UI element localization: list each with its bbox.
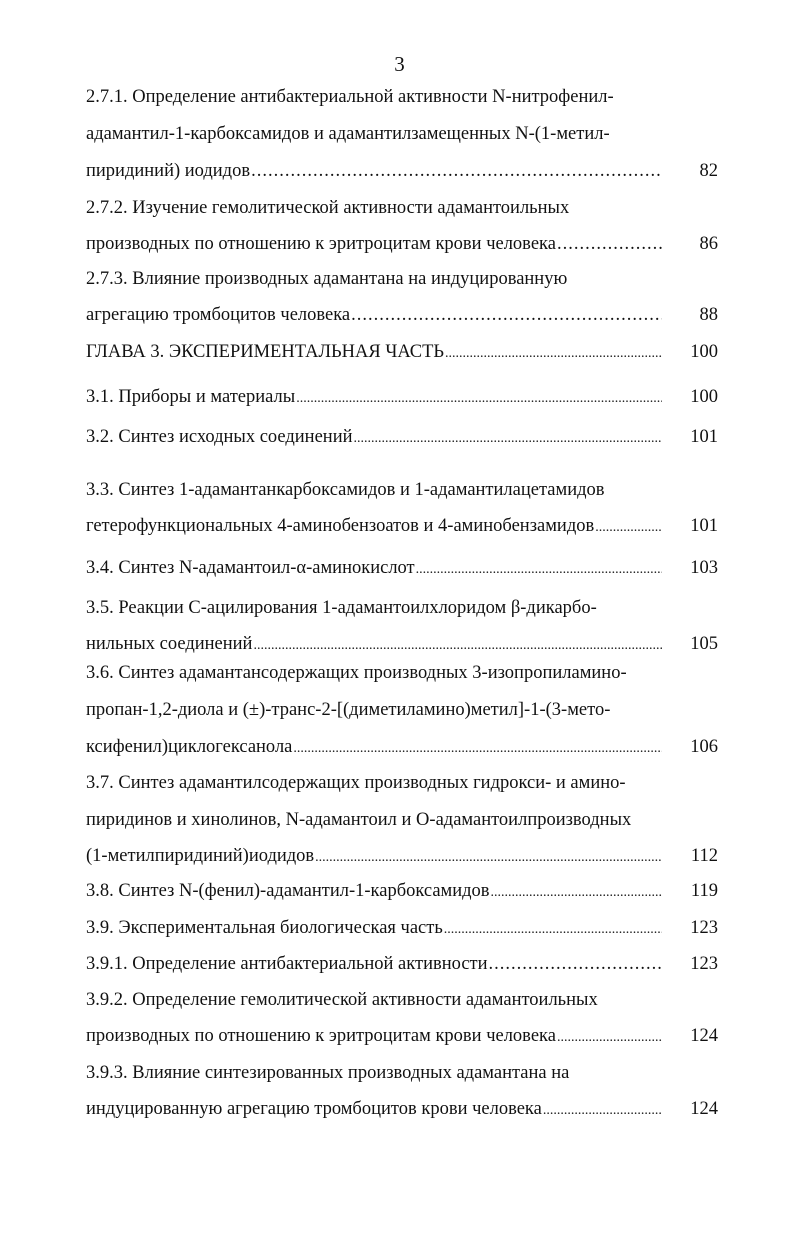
- dot-leader: [445, 340, 662, 368]
- dot-leader: [595, 514, 662, 542]
- toc-page-number: 86: [699, 234, 718, 254]
- toc-text: 3.2. Синтез исходных соединений: [86, 427, 353, 447]
- toc-line: [86, 659, 718, 687]
- dot-leader: [491, 879, 662, 907]
- toc-text: 3.9.3. Влияние синтезированных производных адамантана на: [86, 1063, 570, 1083]
- toc-text: производных по отношению к эритроцитам крови человека: [86, 234, 556, 254]
- toc-page-number: 124: [690, 1099, 718, 1119]
- toc-line: [86, 265, 718, 293]
- toc-line: [86, 630, 718, 658]
- toc-page-number: 123: [690, 954, 718, 974]
- toc-line: [86, 157, 718, 185]
- dot-leader: [416, 556, 662, 584]
- toc-text: гетерофункциональных 4-аминобензоатов и 4-аминобензамидов: [86, 516, 595, 536]
- toc-page-number: 101: [690, 427, 718, 447]
- dot-leader: [293, 735, 662, 763]
- toc-text: 3.6. Синтез адамантансодержащих производных 3-изопропиламино-: [86, 663, 627, 683]
- toc-line: [86, 914, 718, 942]
- toc-line: [86, 986, 718, 1014]
- toc-page-number: 101: [690, 516, 718, 536]
- toc-text: пропан-1,2-диола и (±)-транс-2-[(диметиламино)метил]-1-(3-мето-: [86, 700, 611, 720]
- toc-line: [86, 594, 718, 622]
- toc-line: [86, 338, 718, 366]
- toc-line: [86, 1059, 718, 1087]
- toc-text: агрегацию тромбоцитов человека: [86, 305, 351, 325]
- toc-line: [86, 423, 718, 451]
- toc-text: 2.7.2. Изучение гемолитической активности адамантоильных: [86, 198, 570, 218]
- dot-leader: [543, 1097, 662, 1125]
- toc-text: ГЛАВА 3. ЭКСПЕРИМЕНТАЛЬНАЯ ЧАСТЬ: [86, 342, 445, 362]
- toc-text: 2.7.1. Определение антибактериальной активности N-нитрофенил-: [86, 87, 614, 107]
- toc-line: [86, 120, 718, 148]
- toc-line: [86, 512, 718, 540]
- toc-text: производных по отношению к эритроцитам крови человека: [86, 1026, 556, 1046]
- toc-page-number: 100: [690, 387, 718, 407]
- dot-leader: [351, 301, 662, 329]
- toc-line: [86, 1022, 718, 1050]
- toc-page-number: 112: [690, 846, 718, 866]
- toc-text: 2.7.3. Влияние производных адамантана на индуцированную: [86, 269, 568, 289]
- toc-text: пиридиний) иодидов: [86, 161, 251, 181]
- dot-leader: [354, 425, 663, 453]
- toc-page-number: 88: [699, 305, 718, 325]
- toc-line: [86, 383, 718, 411]
- toc-line: [86, 1095, 718, 1123]
- toc-text: адамантил-1-карбоксамидов и адамантилзамещенных N-(1-метил-: [86, 124, 610, 144]
- dot-leader: [296, 385, 662, 413]
- toc-page-number: 82: [699, 161, 718, 181]
- toc-line: [86, 842, 718, 870]
- toc-page-number: 106: [690, 737, 718, 757]
- toc-line: [86, 83, 718, 111]
- toc-text: 3.9.1. Определение антибактериальной активности: [86, 954, 488, 974]
- toc-line: [86, 554, 718, 582]
- toc-text: 3.4. Синтез N-адамантоил-α-аминокислот: [86, 558, 415, 578]
- toc-line: [86, 769, 718, 797]
- toc-page-number: 124: [690, 1026, 718, 1046]
- toc-text: нильных соединений: [86, 634, 253, 654]
- dot-leader: [315, 844, 662, 872]
- toc-line: [86, 230, 718, 258]
- toc-text: пиридинов и хинолинов, N-адамантоил и О-адамантоилпроизводных: [86, 810, 632, 830]
- page-number: 3: [394, 52, 405, 76]
- dot-leader: [489, 950, 662, 978]
- toc-page-number: 100: [690, 342, 718, 362]
- toc-text: 3.1. Приборы и материалы: [86, 387, 296, 407]
- toc-page-number: 103: [690, 558, 718, 578]
- toc-text: 3.3. Синтез 1-адамантанкарбоксамидов и 1-адамантилацетамидов: [86, 480, 605, 500]
- toc-text: 3.9. Экспериментальная биологическая часть: [86, 918, 443, 938]
- toc-line: [86, 696, 718, 724]
- toc-page-number: 123: [690, 918, 718, 938]
- dot-leader: [557, 230, 662, 258]
- dot-leader: [251, 157, 662, 185]
- toc-text: 3.9.2. Определение гемолитической активности адамантоильных: [86, 990, 598, 1010]
- toc-text: ксифенил)циклогексанола: [86, 737, 293, 757]
- toc-line: [86, 301, 718, 329]
- dot-leader: [444, 916, 662, 944]
- toc-page-number: 119: [690, 881, 718, 901]
- toc-line: [86, 806, 718, 834]
- toc-text: (1-метилпиридиний)иодидов: [86, 846, 315, 866]
- toc-line: [86, 476, 718, 504]
- toc-text: индуцированную агрегацию тромбоцитов крови человека: [86, 1099, 542, 1119]
- dot-leader: [253, 632, 662, 660]
- toc-text: 3.5. Реакции С-ацилирования 1-адамантоилхлоридом β-дикарбо-: [86, 598, 597, 618]
- toc-text: 3.8. Синтез N-(фенил)-адамантил-1-карбоксамидов: [86, 881, 490, 901]
- toc-line: [86, 877, 718, 905]
- toc-line: [86, 950, 718, 978]
- toc-line: [86, 733, 718, 761]
- dot-leader: [557, 1024, 662, 1052]
- toc-line: [86, 194, 718, 222]
- toc-page-number: 105: [690, 634, 718, 654]
- toc-text: 3.7. Синтез адамантилсодержащих производных гидрокси- и амино-: [86, 773, 626, 793]
